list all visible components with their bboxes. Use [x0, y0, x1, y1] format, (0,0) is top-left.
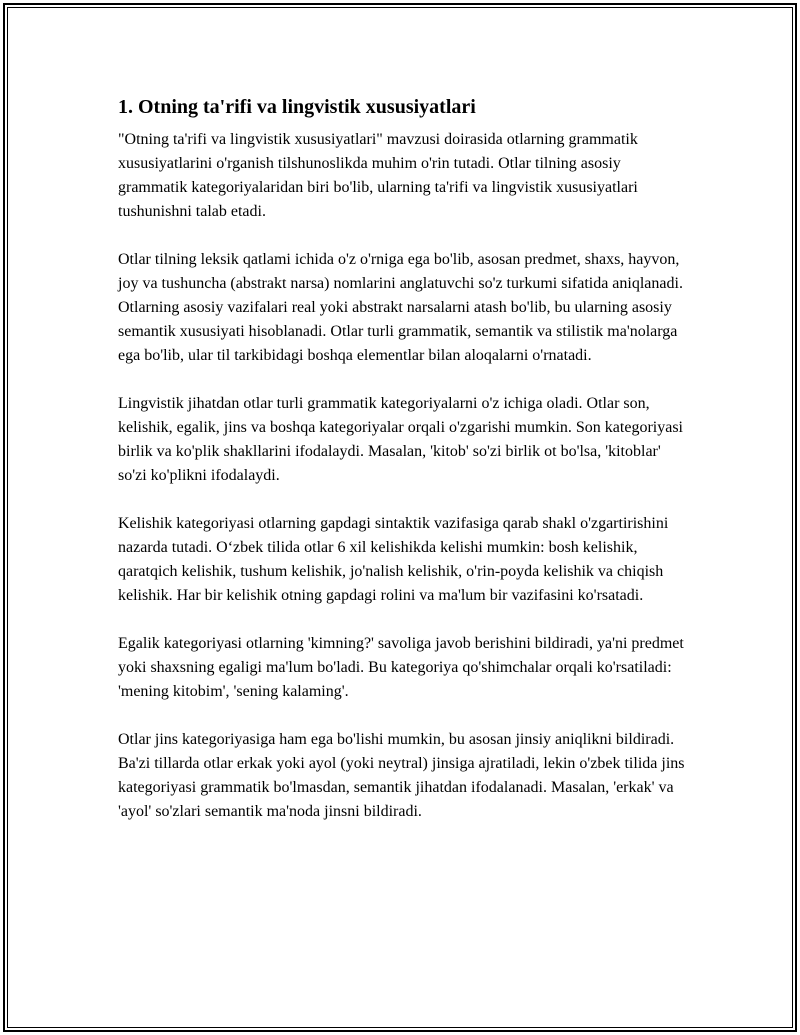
- paragraph-possessive-category: Egalik kategoriyasi otlarning 'kimning?' savoliga javob berishini bildiradi, ya'ni predmet yoki shaxsning egaligi ma'lum bo'ladi. Bu kategoriya qo'shimchalar orqali ko'rsatiladi: 'mening kitobim', 'sening kalaming'.: [118, 635, 684, 700]
- paragraph-case-category: Kelishik kategoriyasi otlarning gapdagi sintaktik vazifasiga qarab shakl o'zgartirishini nazarda tutadi. O‘zbek tilida otlar 6 xil kelishikda kelishi mumkin: bosh kelishik, qaratqich kelishik, tushum kelishik, jo'nalish kelishik, o'rin-poyda kelishik va chiqish kelishik. Har bir kelishik otning gapdagi rolini va ma'lum bir vazifasini ko'rsatadi.: [118, 515, 669, 604]
- section-heading: 1. Otning ta'rifi va lingvistik xususiyatlari: [118, 96, 476, 118]
- paragraph-gender-category: Otlar jins kategoriyasiga ham ega bo'lishi mumkin, bu asosan jinsiy aniqlikni bildiradi. Ba'zi tillarda otlar erkak yoki ayol (yoki neytral) jinsiga ajratiladi, lekin o'zbek tilida jins kategoriyasi grammatik bo'lmasdan, semantik jihatdan ifodalanadi. Masalan, 'erkak' va 'ayol' so'zlari semantik ma'noda jinsni bildiradi.: [118, 731, 685, 820]
- paragraph-intro: "Otning ta'rifi va lingvistik xususiyatlari" mavzusi doirasida otlarning grammatik xususiyatlarini o'rganish tilshunoslikda muhim o'rin tutadi. Otlar tilning asosiy grammatik kategoriyalaridan biri bo'lib, ularning ta'rifi va lingvistik xususiyatlari tushunishni talab etadi.: [118, 131, 638, 220]
- paragraph-lexical-layer: Otlar tilning leksik qatlami ichida o'z o'rniga ega bo'lib, asosan predmet, shaxs, hayvon, joy va tushuncha (abstrakt narsa) nomlarini anglatuvchi so'z turkumi sifatida aniqlanadi. Otlarning asosiy vazifalari real yoki abstrakt narsalarni atash bo'lib, bu ularning asosiy semantik xususiyati hisoblanadi. Otlar turli grammatik, semantik va stilistik ma'nolarga ega bo'lib, ular til tarkibidagi boshqa elementlar bilan aloqalarni o'rnatadi.: [118, 251, 683, 364]
- document-body: [118, 94, 688, 848]
- paragraph-grammatical-categories: Lingvistik jihatdan otlar turli grammatik kategoriyalarni o'z ichiga oladi. Otlar son, kelishik, egalik, jins va boshqa kategoriyalar orqali o'zgarishi mumkin. Son kategoriyasi birlik va ko'plik shakllarini ifodalaydi. Masalan, 'kitob' so'zi birlik ot bo'lsa, 'kitoblar' so'zi ko'plikni ifodalaydi.: [118, 395, 683, 484]
